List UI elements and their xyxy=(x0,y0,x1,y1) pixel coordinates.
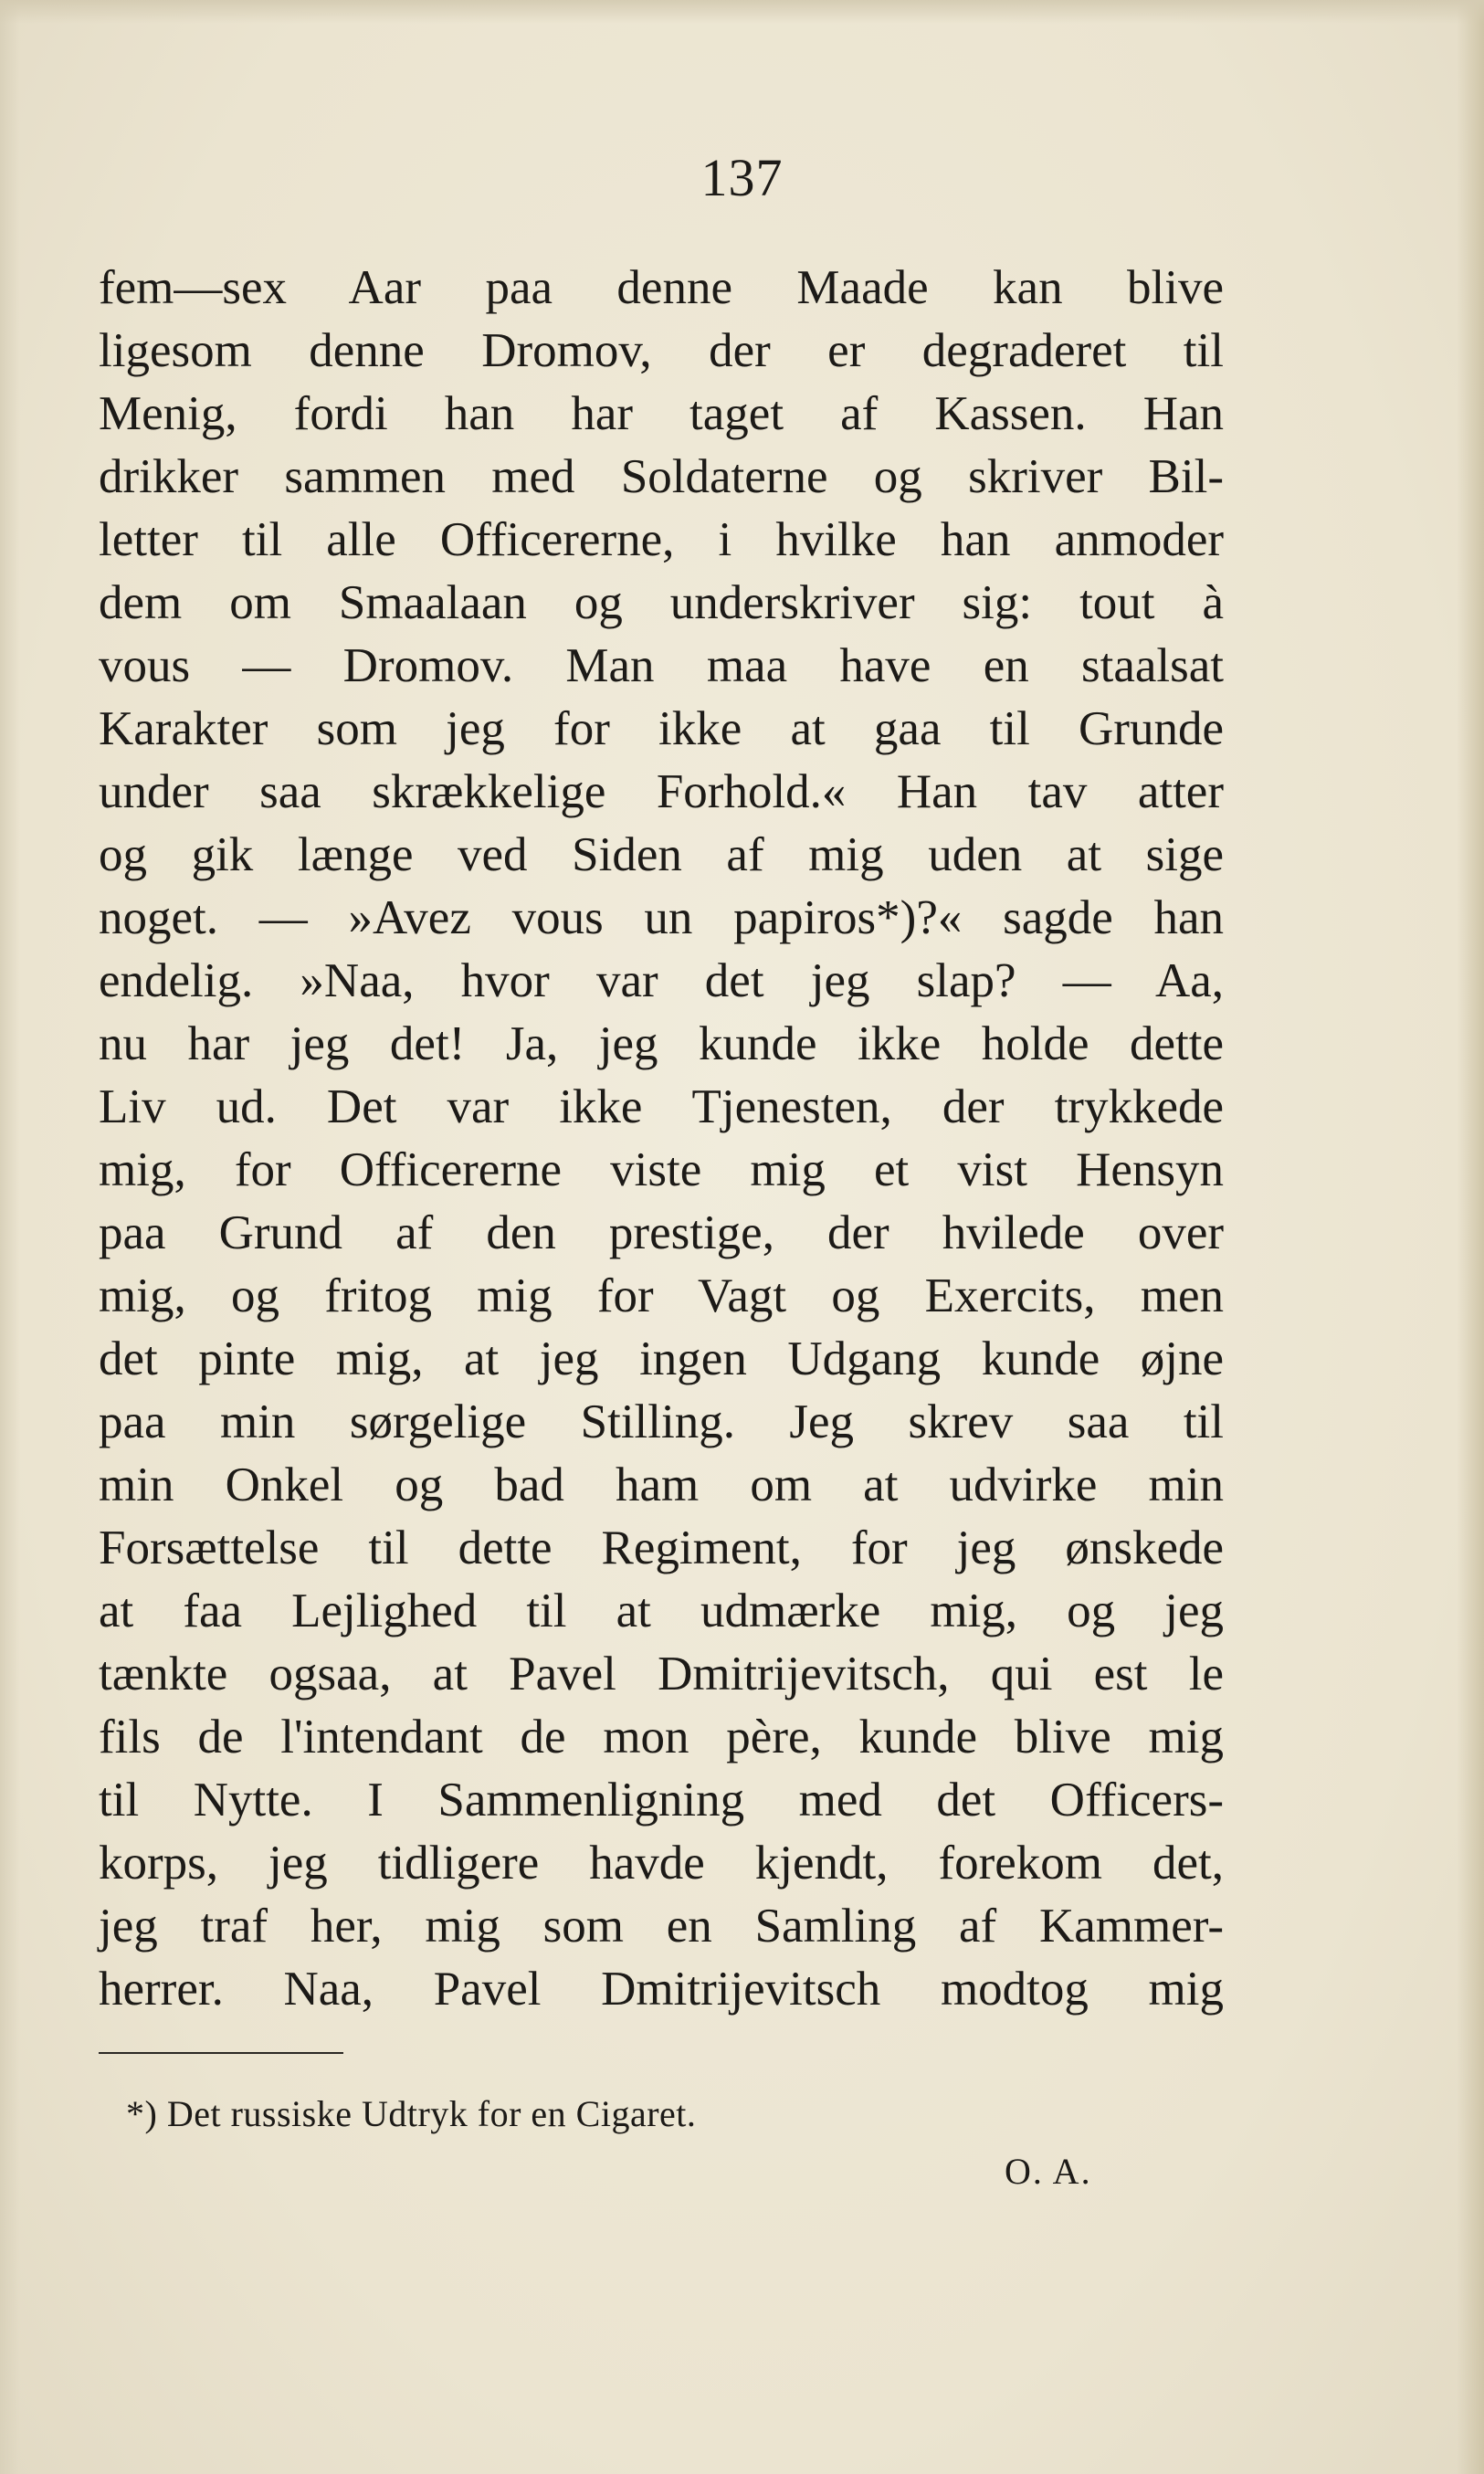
text-line: Forsættelse til dette Regiment, for jeg ønskede xyxy=(99,1521,1224,1574)
text-line: paa Grund af den prestige, der hvilede over xyxy=(99,1206,1224,1259)
text-line: nu har jeg det! Ja, jeg kunde ikke holde dette xyxy=(99,1017,1224,1070)
footnote-text: *) Det russiske Udtryk for en Cigaret. xyxy=(126,2093,697,2134)
text-line: herrer. Naa, Pavel Dmitrijevitsch modtog mig xyxy=(99,1963,1224,2016)
text-line: endelig. »Naa, hvor var det jeg slap? — Aa, xyxy=(99,954,1224,1007)
text-line: Liv ud. Det var ikke Tjenesten, der trykkede xyxy=(99,1080,1224,1133)
text-line: noget. — »Avez vous un papiros*)?« sagde han xyxy=(99,891,1224,944)
text-line: jeg traf her, mig som en Samling af Kammer- xyxy=(99,1900,1224,1953)
text-line: korps, jeg tidligere havde kjendt, forekom det, xyxy=(99,1837,1224,1890)
text-line: dem om Smaalaan og underskriver sig: tout à xyxy=(99,576,1224,629)
footnote-signature: O. A. xyxy=(1005,2151,1092,2192)
text-line: ligesom denne Dromov, der er degraderet til xyxy=(99,324,1224,377)
text-line: tænkte ogsaa, at Pavel Dmitrijevitsch, qui est le xyxy=(99,1648,1224,1700)
text-line: til Nytte. I Sammenligning med det Officers- xyxy=(99,1774,1224,1827)
text-line: mig, og fritog mig for Vagt og Exercits, men xyxy=(99,1269,1224,1322)
text-line: min Onkel og bad ham om at udvirke min xyxy=(99,1458,1224,1511)
body-text xyxy=(99,257,1224,2021)
page-edge-right xyxy=(1457,0,1484,2474)
text-line: det pinte mig, at jeg ingen Udgang kunde øjne xyxy=(99,1332,1224,1385)
page-edge-left xyxy=(0,0,20,2474)
text-line: Menig, fordi han har taget af Kassen. Han xyxy=(99,387,1224,440)
page-number: 137 xyxy=(700,148,784,207)
text-line: drikker sammen med Soldaterne og skriver Bil- xyxy=(99,450,1224,503)
page-edge-top xyxy=(0,0,1484,24)
text-line: fem—sex Aar paa denne Maade kan blive xyxy=(99,261,1224,314)
text-line: at faa Lejlighed til at udmærke mig, og jeg xyxy=(99,1584,1224,1637)
text-line: under saa skrækkelige Forhold.« Han tav atter xyxy=(99,765,1224,818)
footnote-divider xyxy=(99,2052,343,2054)
text-line: og gik længe ved Siden af mig uden at sige xyxy=(99,828,1224,881)
text-line: paa min sørgelige Stilling. Jeg skrev saa til xyxy=(99,1395,1224,1448)
text-line: letter til alle Officererne, i hvilke han anmoder xyxy=(99,513,1224,566)
text-line: fils de l'intendant de mon père, kunde blive mig xyxy=(99,1711,1224,1763)
text-line: mig, for Officererne viste mig et vist Hensyn xyxy=(99,1143,1224,1196)
text-line: vous — Dromov. Man maa have en staalsat xyxy=(99,639,1224,692)
text-line: Karakter som jeg for ikke at gaa til Grunde xyxy=(99,702,1224,755)
